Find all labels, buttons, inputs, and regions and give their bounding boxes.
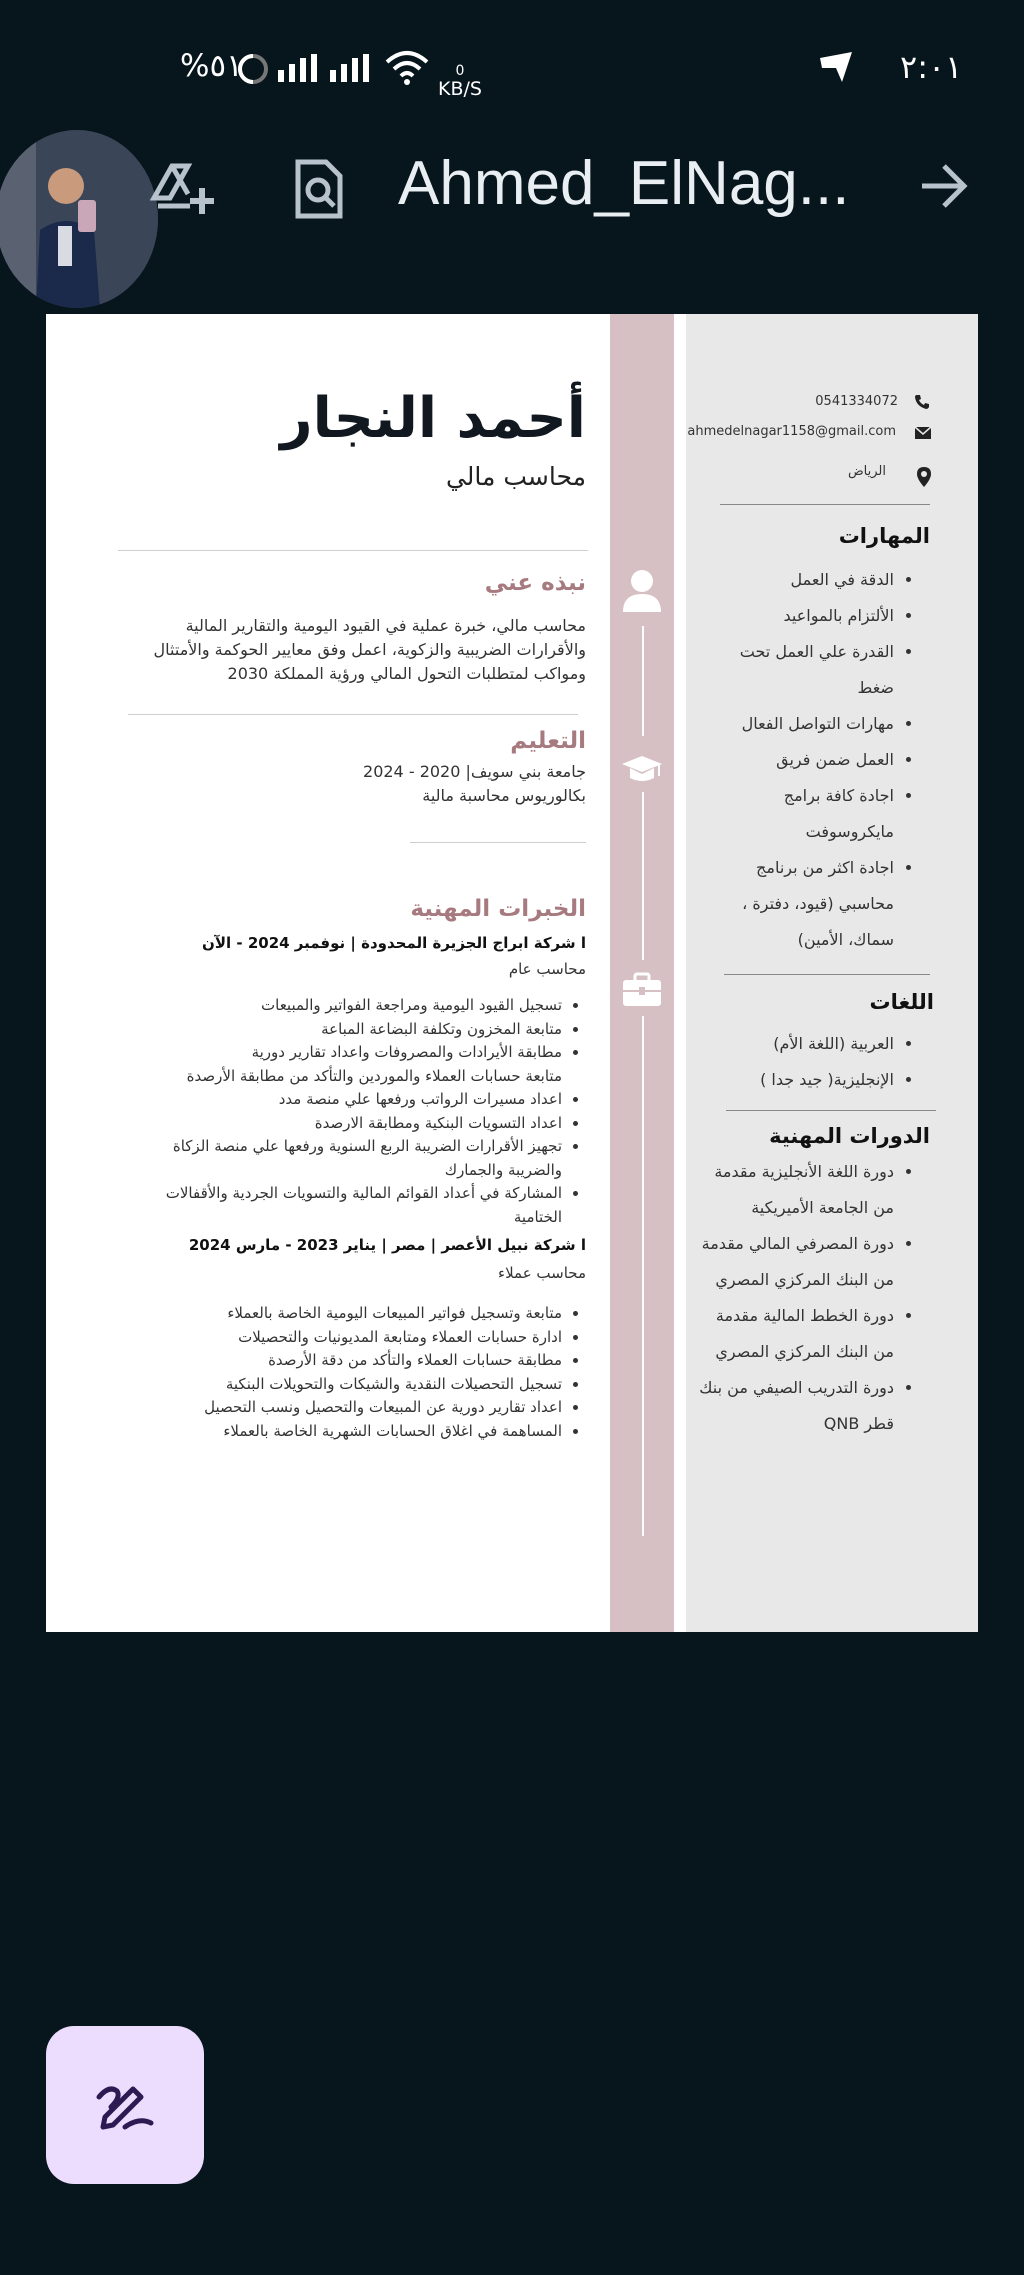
divider: [724, 974, 930, 975]
battery-ring-icon: [236, 52, 270, 86]
list-item: • دورة المصرفي المالي مقدمة من البنك المركزي المصري: [694, 1226, 894, 1298]
resume-name: أحمد النجار: [280, 386, 586, 451]
list-item: • اجادة كافة برامج مايكروسوفت: [704, 778, 894, 850]
contact-location: الرياض: [847, 464, 886, 479]
list-item: • تسجيل القيود اليومية ومراجعة الفواتير والمبيعات: [122, 994, 562, 1018]
list-item: • العربية (اللغة الأم): [694, 1026, 894, 1062]
document-title: Ahmed_ElNag...: [398, 149, 850, 218]
list-item: • اجادة اكثر من برنامج محاسبي (قيود، دفترة ، سماك، الأمين): [704, 850, 894, 958]
list-item: • دورة اللغة الأنجليزية مقدمة من الجامعة الأميريكية: [694, 1154, 894, 1226]
list-item: • دورة الخطط المالية مقدمة من البنك المركزي المصري: [694, 1298, 894, 1370]
add-to-drive-icon[interactable]: [150, 158, 216, 216]
courses-list: [694, 1154, 916, 1442]
education-degree: بكالوريوس محاسبة مالية: [422, 786, 586, 805]
list-item: • المساهمة في اغلاق الحسابات الشهرية الخاصة بالعملاء: [122, 1420, 562, 1444]
list-item: • دورة التدريب الصيفي من بنك قطر QNB: [694, 1370, 894, 1442]
briefcase-icon: [621, 972, 663, 1008]
list-item: • متابعة وتسجيل فواتير المبيعات اليومية الخاصة بالعملاء: [122, 1302, 562, 1326]
signal-icon: [278, 54, 322, 82]
list-item: • اعداد مسيرات الرواتب ورفعها علي منصة مدد: [122, 1088, 562, 1112]
resume-page[interactable]: [46, 314, 978, 1632]
job-duties-list: [122, 1302, 586, 1443]
list-item: • مطابقة الأيرادات والمصروفات واعداد تقارير دورية: [122, 1041, 562, 1065]
email-icon: [914, 426, 932, 440]
experience-heading: الخبرات المهنية: [410, 896, 586, 922]
edit-fab-button[interactable]: [46, 2026, 204, 2184]
timeline-line: [642, 792, 644, 960]
location-pin-icon: [916, 466, 932, 488]
list-item: • تسجيل التحصيلات النقدية والشيكات والتحويلات البنكية: [122, 1373, 562, 1397]
contact-email: ahmedelnagar1158@gmail.com: [687, 424, 896, 439]
net-speed-value: 0: [455, 63, 465, 79]
list-item: • مهارات التواصل الفعال: [704, 706, 894, 742]
list-item: • المشاركة في أعداد القوائم المالية والتسويات الجردية والأقفالات الختامية: [122, 1182, 562, 1229]
timeline-line: [642, 1016, 644, 1536]
divider: [128, 714, 578, 715]
courses-heading: الدورات المهنية: [769, 1124, 930, 1148]
about-heading: نبذه عني: [484, 570, 586, 596]
net-speed-unit: KB/S: [438, 78, 482, 100]
skills-heading: المهارات: [838, 524, 930, 548]
contact-phone: 0541334072: [815, 394, 898, 409]
education-heading: التعليم: [510, 728, 586, 754]
resume-job-title: محاسب مالي: [445, 462, 586, 491]
skills-list: [704, 562, 916, 958]
clock: ٢:٠١: [900, 48, 963, 86]
timeline-line: [642, 626, 644, 736]
net-speed: [438, 62, 482, 98]
crown-icon: [818, 50, 854, 84]
phone-icon: [914, 394, 930, 410]
list-item: • العمل ضمن فريق: [704, 742, 894, 778]
status-bar: [0, 0, 1024, 140]
list-item: • اعداد تقارير دورية عن المبيعات والتحصيل ونسب التحصيل: [122, 1396, 562, 1420]
graduation-cap-icon: [621, 754, 663, 786]
list-item: • الدقة في العمل: [704, 562, 894, 598]
arrow-forward-icon[interactable]: [918, 160, 970, 212]
avatar-photo: [0, 130, 158, 308]
list-item: • تجهيز الأقرارات الضريبة الربع السنوية ورفعها علي منصة الزكاة والضريبة والجمارك: [122, 1135, 562, 1182]
about-text: محاسب مالي، خبرة عملية في القيود اليومية والتقارير المالية والأقرارات الضريبية والزكوية، اعمل وفق معايير الحوكمة والأمتثال ومواكب لمتطلبات التحول المالي ورؤية المملكة 2030: [153, 616, 586, 683]
job-header: ا شركة ابراج الجزيرة المحدودة | نوفمبر 2024 - الآن: [202, 934, 586, 952]
divider: [118, 550, 588, 551]
signal-icon-2: [330, 54, 374, 82]
list-item: • متابعة المخزون وتكلفة البضاعة المباعة: [122, 1018, 562, 1042]
list-item: • اعداد التسويات البنكية ومطابقة الارصدة: [122, 1112, 562, 1136]
divider: [720, 504, 930, 505]
education-school: جامعة بني سويف| 2020 - 2024: [363, 762, 586, 781]
battery-percent: %٥١: [180, 48, 243, 84]
wifi-icon: [384, 50, 430, 86]
languages-heading: اللغات: [869, 990, 934, 1014]
job-duties-list: [122, 994, 586, 1229]
list-item: • الإنجليزية( جيد جدا ): [694, 1062, 894, 1098]
list-item: • مطابقة حسابات العملاء والتأكد من دقة الأرصدة: [122, 1349, 562, 1373]
list-item: • ادارة حسابات العملاء ومتابعة المديونيات والتحصيلات: [122, 1326, 562, 1350]
list-item: • متابعة حسابات العملاء والموردين والتأكد من مطابقة الأرصدة: [122, 1065, 562, 1089]
divider: [410, 842, 586, 843]
job-role: محاسب عام: [508, 960, 586, 978]
job-header: ا شركة نبيل الأعصر | مصر | يناير 2023 - مارس 2024: [188, 1236, 586, 1254]
user-icon: [621, 568, 663, 614]
avatar[interactable]: [0, 130, 158, 308]
list-item: • الألتزام بالمواعيد: [704, 598, 894, 634]
divider: [726, 1110, 936, 1111]
job-role: محاسب عملاء: [498, 1264, 586, 1282]
edit-pen-icon: [95, 2077, 155, 2133]
languages-list: [694, 1026, 916, 1098]
find-in-document-icon[interactable]: [294, 158, 344, 220]
list-item: • القدرة علي العمل تحت ضغط: [704, 634, 894, 706]
